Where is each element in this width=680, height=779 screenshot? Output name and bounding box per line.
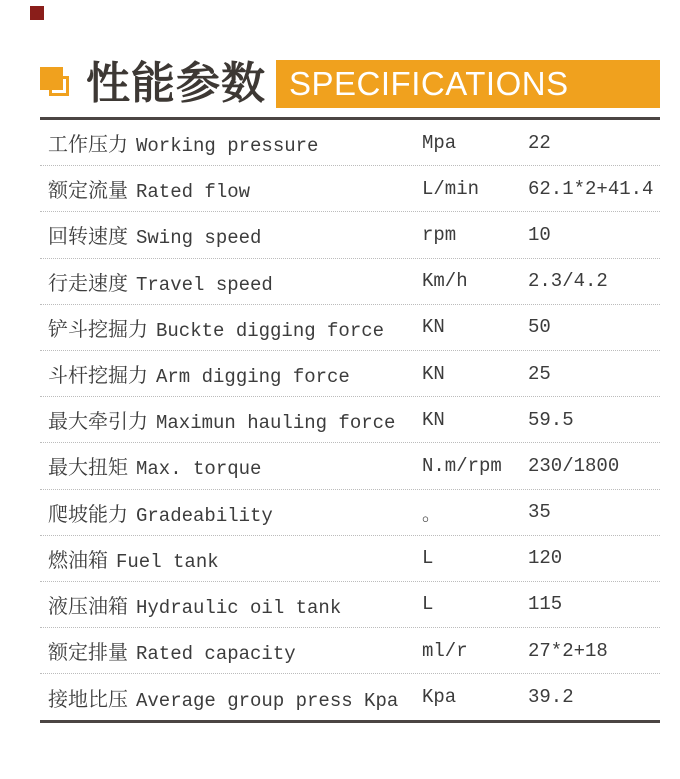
stacked-squares-icon [40,67,74,101]
table-row [40,259,660,305]
spec-unit-cell: KN [422,408,445,431]
spec-label-english: Rated capacity [136,643,296,666]
spec-value-cell: 2.3/4.2 [528,270,608,293]
spec-table [40,120,660,723]
spec-label-cell [48,636,422,665]
spec-label-cell [48,128,422,157]
spec-label-chinese: 燃油箱 [48,547,108,572]
table-row [40,443,660,489]
spec-value-cell: 59.5 [528,408,574,431]
spec-value-cell: 115 [528,593,563,616]
spec-unit-cell: rpm [422,223,457,246]
spec-value-cell: 62.1*2+41.4 [528,177,654,200]
spec-unit-cell: Km/h [422,270,468,293]
spec-label-english: Gradeability [136,504,273,527]
spec-label-chinese: 最大扭矩 [48,455,128,480]
spec-label-cell [48,359,422,388]
spec-label-english: Travel speed [136,273,273,296]
spec-value-cell: 35 [528,501,551,524]
spec-label-cell [48,267,422,296]
spec-label-english: Buckte digging force [156,319,385,342]
spec-label-chinese: 斗杆挖掘力 [48,363,148,388]
spec-label-cell [48,590,422,619]
spec-unit-cell: Mpa [422,131,457,154]
table-row [40,674,660,720]
spec-unit-cell: L/min [422,177,480,200]
stacked-squares-icon-fill [40,67,63,90]
spec-value-cell: 230/1800 [528,454,620,477]
table-row [40,212,660,258]
table-row [40,536,660,582]
spec-label-english: Hydraulic oil tank [136,596,342,619]
table-row [40,351,660,397]
page-title-chinese: 性能参数 [86,58,266,109]
spec-unit-cell: ml/r [422,639,468,662]
spec-label-english: Average group press Kpa [136,689,399,712]
spec-label-cell [48,313,422,342]
spec-label-chinese: 爬坡能力 [48,501,128,526]
spec-label-chinese: 液压油箱 [48,593,128,618]
spec-label-chinese: 行走速度 [48,270,128,295]
spec-label-cell [48,405,422,434]
spec-value-cell: 50 [528,316,551,339]
spec-label-chinese: 回转速度 [48,224,128,249]
spec-label-chinese: 最大牵引力 [48,409,148,434]
spec-value-cell: 39.2 [528,686,574,709]
spec-unit-cell: L [422,593,434,616]
table-row [40,582,660,628]
spec-label-english: Max. torque [136,458,262,481]
spec-unit-cell: KN [422,362,445,385]
spec-label-chinese: 额定排量 [48,640,128,665]
spec-label-english: Working pressure [136,135,319,158]
spec-label-cell [48,544,422,573]
specifications-banner: SPECIFICATIONS [276,60,660,108]
table-row [40,120,660,166]
spec-label-english: Arm digging force [156,366,350,389]
spec-label-cell [48,174,422,203]
table-row [40,397,660,443]
spec-unit-cell: Kpa [422,686,457,709]
red-square-marker [30,6,44,20]
spec-value-cell: 27*2+18 [528,639,608,662]
spec-value-cell: 120 [528,547,563,570]
table-row [40,628,660,674]
spec-label-chinese: 铲斗挖掘力 [48,316,148,341]
table-row [40,166,660,212]
spec-unit-cell: KN [422,316,445,339]
spec-label-chinese: 额定流量 [48,178,128,203]
spec-label-english: Fuel tank [116,550,219,573]
table-row [40,305,660,351]
table-row [40,490,660,536]
section-header [40,60,660,108]
spec-unit-cell: 。 [422,503,442,526]
spec-value-cell: 10 [528,223,551,246]
spec-value-cell: 22 [528,131,551,154]
spec-label-english: Maximun hauling force [156,412,396,435]
spec-label-chinese: 接地比压 [48,686,128,711]
spec-unit-cell: L [422,547,434,570]
spec-label-cell [48,683,422,712]
spec-label-chinese: 工作压力 [48,132,128,157]
spec-label-cell [48,498,422,527]
spec-label-english: Swing speed [136,227,262,250]
spec-unit-cell: N.m/rpm [422,454,502,477]
spec-value-cell: 25 [528,362,551,385]
spec-label-cell [48,220,422,249]
spec-label-english: Rated flow [136,181,251,204]
spec-label-cell [48,451,422,480]
